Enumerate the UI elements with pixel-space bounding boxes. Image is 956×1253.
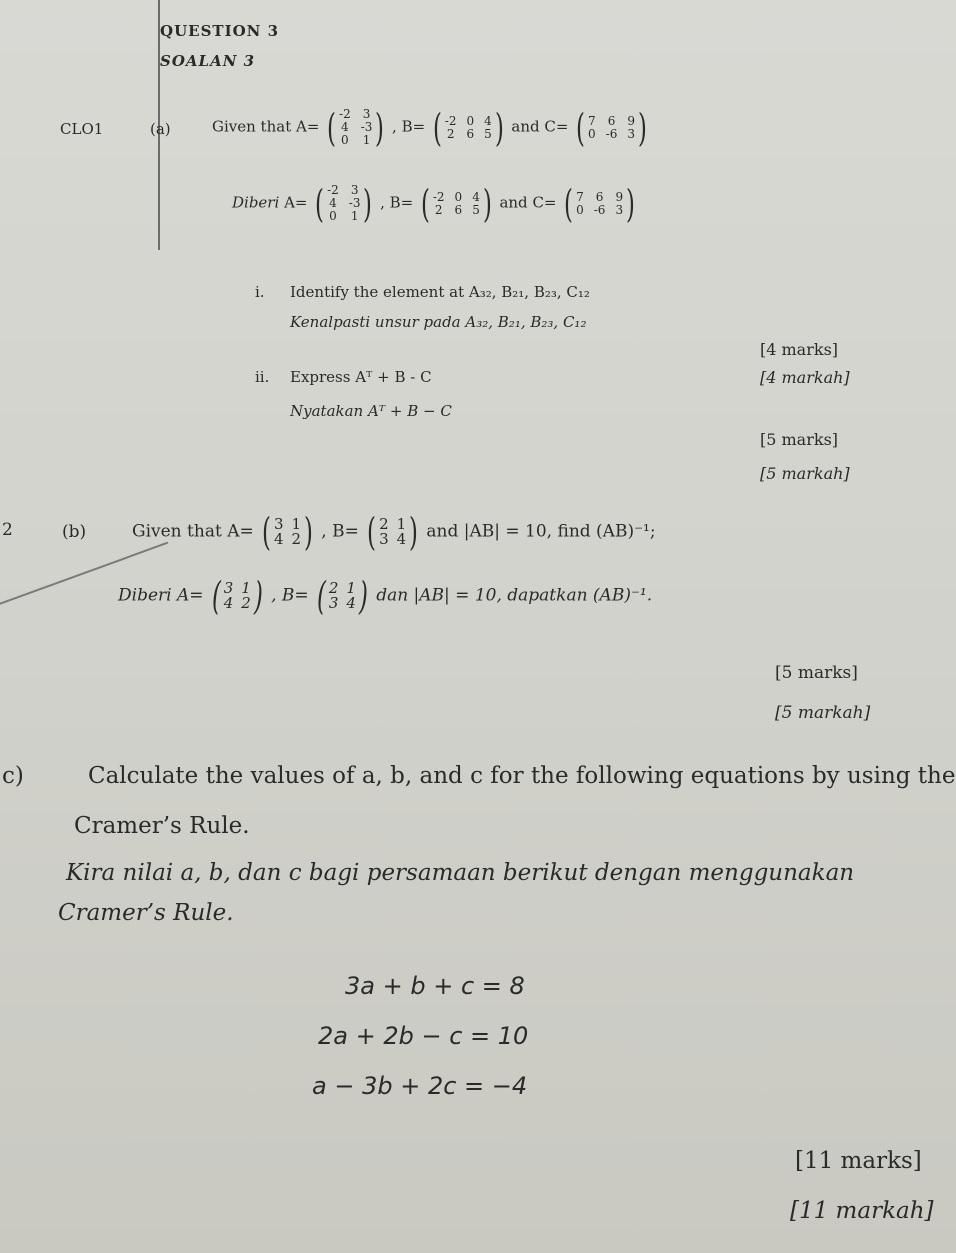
part-a-i-marks: [4 marks] bbox=[760, 340, 839, 359]
matrix-entry: 4 bbox=[273, 530, 284, 548]
part-b-given-ms: Diberi A= ( 3 1 4 2 ) , B= ( 2 1 3 4 ) dan |AB| = 10, dapatkan (AB)⁻¹. bbox=[118, 574, 653, 618]
matrix-entry: 0 bbox=[576, 202, 584, 217]
matrix-entry: 1 bbox=[346, 579, 356, 597]
part-a-i-markah: [4 markah] bbox=[760, 368, 850, 387]
matrix-b-b-ms: ( 2 1 3 4 ) bbox=[316, 574, 368, 618]
matrix-entry: -6 bbox=[593, 202, 606, 217]
part-a-i-label: i. bbox=[255, 283, 265, 301]
part-c-label: c) bbox=[2, 763, 24, 789]
matrix-entry: 6 bbox=[466, 126, 475, 141]
part-a-i-ms: Kenalpasti unsur pada A₃₂, B₂₁, B₂₃, C₁₂ bbox=[290, 313, 587, 331]
equation-3: a − 3b + 2c = −4 bbox=[312, 1072, 528, 1100]
matrix-entry: 3 bbox=[223, 579, 234, 597]
matrix-a-b-ms: ( 3 1 4 2 ) bbox=[211, 574, 263, 618]
matrix-entry: 4 bbox=[341, 120, 349, 134]
margin-question-number: 2 bbox=[2, 520, 13, 540]
matrix-entry: -3 bbox=[348, 196, 361, 210]
part-b-condition-en: and |AB| = 10, find (AB)⁻¹; bbox=[426, 521, 656, 542]
matrix-entry: 2 bbox=[291, 530, 302, 548]
matrix-entry: 1 bbox=[396, 515, 407, 533]
matrix-entry: 2 bbox=[434, 202, 443, 217]
part-c-en-line2: Cramer’s Rule. bbox=[74, 813, 250, 839]
matrix-entry: 7 bbox=[576, 189, 584, 204]
part-c-en-line1: Calculate the values of a, b, and c for the following equations by using the bbox=[88, 763, 956, 789]
matrix-entry: 1 bbox=[350, 209, 359, 223]
given-text: Given that bbox=[212, 117, 292, 136]
part-a-given-ms: Diberi A= ( -2 3 4 -3 0 1 ) , B= ( -2 0 4 2 6 5 ) and C= ( 7 6 9 0 -6 3 ) bbox=[232, 184, 638, 223]
diberi-text-b: Diberi bbox=[118, 585, 172, 606]
soalan-heading: SOALAN 3 bbox=[160, 52, 256, 70]
matrix-entry: 4 bbox=[329, 196, 337, 210]
matrix-b-b: ( 2 1 3 4 ) bbox=[367, 510, 419, 554]
matrix-entry: 4 bbox=[484, 113, 492, 128]
part-b-marks: [5 marks] bbox=[775, 663, 858, 683]
part-b-markah: [5 markah] bbox=[775, 703, 871, 723]
part-a-given-en: Given that A= ( -2 3 4 -3 0 1 ) , B= ( -2 0 4 2 6 5 ) and C= ( 7 6 9 0 -6 3 ) bbox=[212, 108, 650, 147]
part-c-markah: [11 markah] bbox=[790, 1198, 934, 1224]
matrix-a: ( -2 3 4 -3 0 1 ) bbox=[327, 105, 385, 150]
matrix-entry: 0 bbox=[341, 133, 349, 147]
part-a-ii-label: ii. bbox=[255, 368, 270, 386]
matrix-entry: 0 bbox=[454, 189, 463, 204]
matrix-entry: 0 bbox=[588, 126, 596, 141]
given-text-b: Given that bbox=[132, 521, 222, 542]
question-heading: QUESTION 3 bbox=[160, 22, 280, 40]
part-a-ii-marks: [5 marks] bbox=[760, 430, 839, 449]
matrix-entry: 2 bbox=[241, 594, 251, 612]
matrix-entry: 0 bbox=[329, 209, 337, 223]
matrix-entry: 4 bbox=[223, 594, 234, 612]
matrix-entry: 4 bbox=[396, 530, 407, 548]
matrix-c-ms: ( 7 6 9 0 -6 3 ) bbox=[564, 181, 635, 226]
matrix-entry: -2 bbox=[444, 113, 457, 128]
part-b-given-en: Given that A= ( 3 1 4 2 ) , B= ( 2 1 3 4 ) and |AB| = 10, find (AB)⁻¹; bbox=[132, 510, 656, 554]
matrix-entry: 1 bbox=[291, 515, 302, 533]
part-a-ii-markah: [5 markah] bbox=[760, 464, 850, 483]
matrix-entry: 2 bbox=[379, 515, 389, 533]
matrix-entry: -6 bbox=[605, 126, 618, 141]
diberi-text: Diberi bbox=[232, 193, 280, 212]
matrix-entry: -2 bbox=[432, 189, 445, 204]
matrix-c: ( 7 6 9 0 -6 3 ) bbox=[576, 105, 647, 150]
matrix-entry: 6 bbox=[595, 189, 604, 204]
equation-1: 3a + b + c = 8 bbox=[345, 972, 525, 1000]
and-text-ms: and bbox=[499, 193, 528, 212]
matrix-entry: 1 bbox=[362, 133, 371, 147]
matrix-entry: 5 bbox=[484, 126, 492, 141]
matrix-a-ms: ( -2 3 4 -3 0 1 ) bbox=[315, 181, 373, 226]
equation-2: 2a + 2b − c = 10 bbox=[318, 1022, 529, 1050]
matrix-entry: 2 bbox=[328, 579, 339, 597]
matrix-a-b: ( 3 1 4 2 ) bbox=[262, 510, 313, 554]
matrix-entry: 3 bbox=[273, 515, 284, 533]
part-a-ii-en: Express Aᵀ + B - C bbox=[290, 368, 432, 386]
part-b-label: (b) bbox=[62, 522, 87, 542]
matrix-entry: 6 bbox=[454, 202, 463, 217]
part-c-ms-line2: Cramer’s Rule. bbox=[58, 900, 234, 926]
matrix-entry: 3 bbox=[328, 594, 339, 612]
matrix-b-ms: ( -2 0 4 2 6 5 ) bbox=[420, 181, 492, 226]
part-a-i-en: Identify the element at A₃₂, B₂₁, B₂₃, C₁₂ bbox=[290, 283, 590, 301]
matrix-entry: 9 bbox=[615, 189, 624, 204]
matrix-entry: 0 bbox=[466, 113, 475, 128]
matrix-entry: 4 bbox=[346, 594, 356, 612]
part-a-label: (a) bbox=[150, 120, 171, 138]
matrix-entry: 9 bbox=[627, 113, 636, 128]
matrix-entry: 6 bbox=[607, 113, 616, 128]
matrix-b: ( -2 0 4 2 6 5 ) bbox=[432, 105, 504, 150]
matrix-entry: -2 bbox=[327, 183, 339, 197]
matrix-entry: 4 bbox=[472, 189, 480, 204]
matrix-entry: 3 bbox=[379, 530, 389, 548]
matrix-entry: 2 bbox=[446, 126, 455, 141]
matrix-entry: -2 bbox=[339, 107, 351, 121]
matrix-entry: 3 bbox=[362, 107, 371, 121]
part-c-ms-line1: Kira nilai a, b, dan c bagi persamaan berikut dengan menggunakan bbox=[66, 860, 855, 886]
matrix-entry: 5 bbox=[472, 202, 480, 217]
matrix-entry: 3 bbox=[627, 126, 636, 141]
clo-label: CLO1 bbox=[60, 120, 104, 138]
matrix-entry: 3 bbox=[350, 183, 359, 197]
matrix-entry: -3 bbox=[360, 120, 373, 134]
matrix-entry: 1 bbox=[241, 579, 251, 597]
and-text: and bbox=[511, 117, 540, 136]
matrix-entry: 3 bbox=[615, 202, 624, 217]
part-b-condition-ms: dan |AB| = 10, dapatkan (AB)⁻¹. bbox=[376, 585, 653, 606]
part-c-marks: [11 marks] bbox=[795, 1148, 922, 1174]
part-a-ii-ms: Nyatakan Aᵀ + B − C bbox=[290, 402, 452, 420]
matrix-entry: 7 bbox=[588, 113, 596, 128]
